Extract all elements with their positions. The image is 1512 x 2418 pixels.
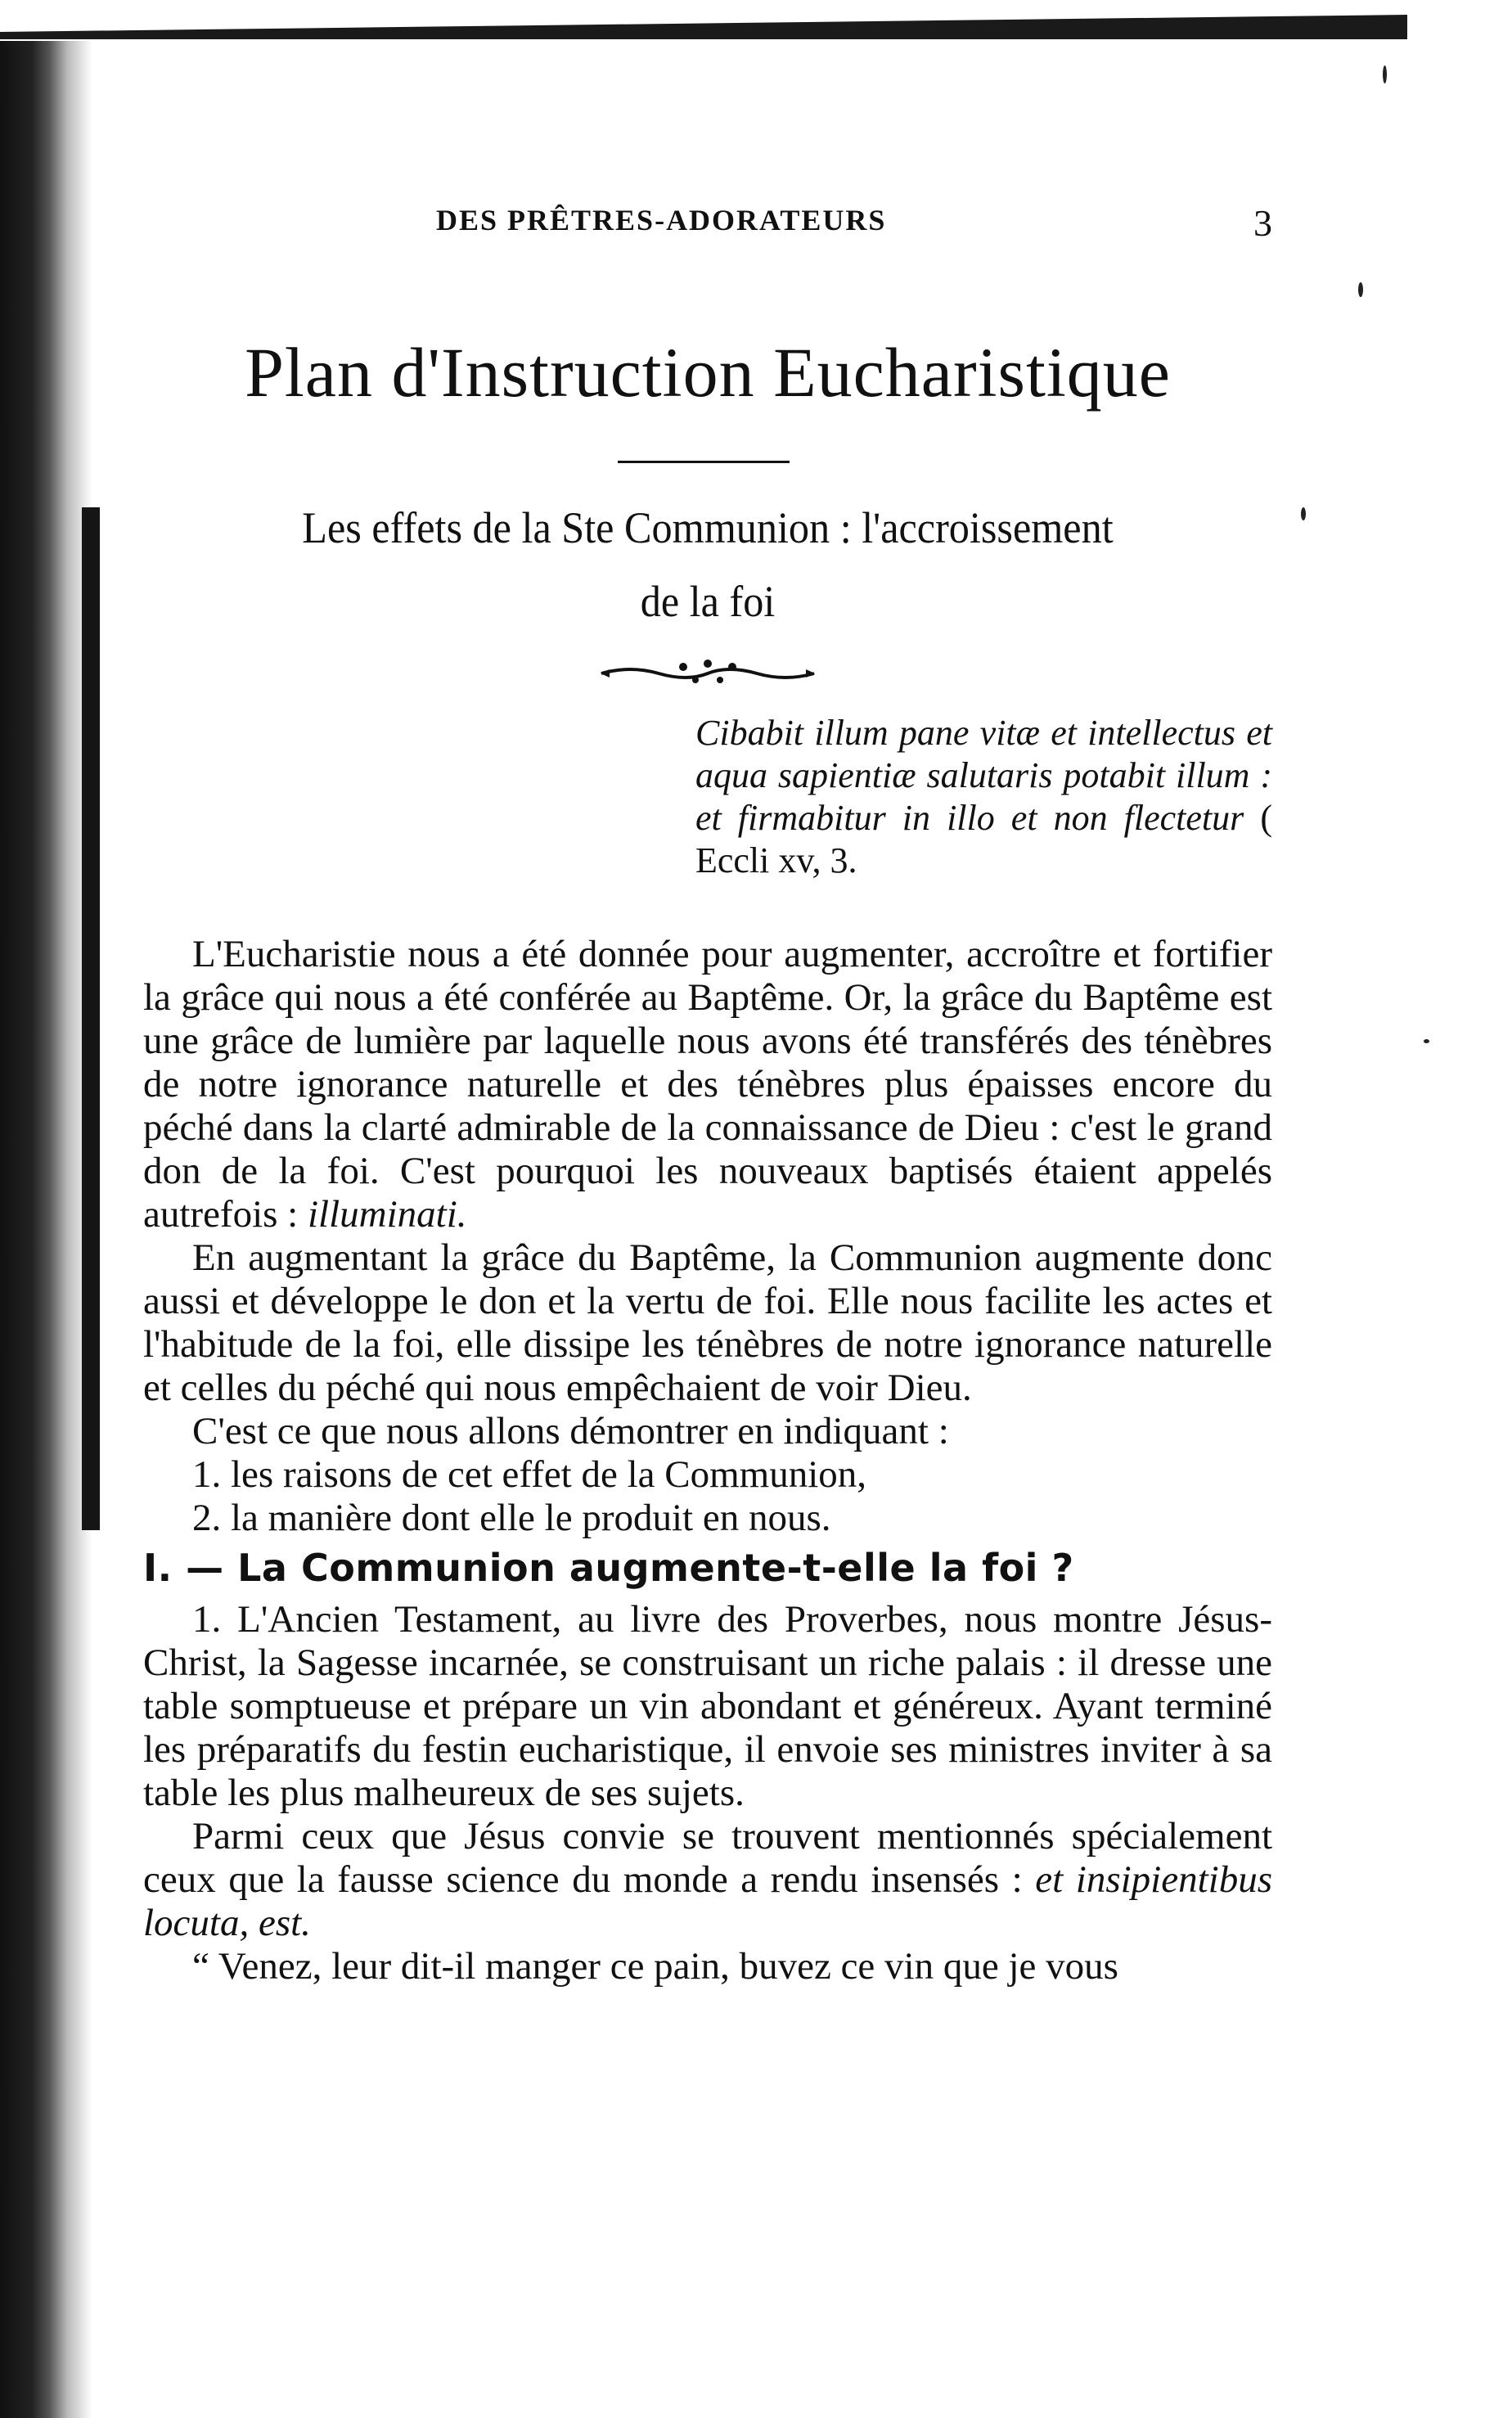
subtitle-line-1: Les effets de la Ste Communion : l'accroissement: [302, 503, 1114, 552]
paragraph-italic: et insipientibus locuta, est.: [143, 1858, 1273, 1944]
page-header: [143, 203, 1272, 252]
scan-speck: [1358, 282, 1363, 297]
scan-left-edge: [0, 41, 123, 2418]
paragraph: “ Venez, leur dit-il manger ce pain, buvez ce vin que je vous: [192, 1945, 1118, 1988]
list-item: 2. la manière dont elle le produit en nous.: [192, 1497, 831, 1539]
paragraph: En augmentant la grâce du Baptême, la Communion augmente donc aussi et développe le don et la vertu de foi. Elle nous facilite les actes et l'habitude de la foi, elle dissipe les ténèbres de notre ignorance naturelle et celles du péché qui nous empêchaient de voir Dieu.: [143, 1236, 1272, 1409]
scan-binding-shadow: [82, 507, 100, 1530]
subtitle: [182, 491, 1232, 638]
list-item: 1. les raisons de cet effet de la Communion,: [192, 1453, 867, 1496]
paragraph-text: L'Eucharistie nous a été donnée pour augmenter, accroître et fortifier la grâce qui nous a été conférée au Baptême. Or, la grâce du Baptême est une grâce de lumière par laquelle nous avons été transférés des ténèbres de notre ignorance naturelle et des ténèbres plus épaisses encore du péché dans la clarté admirable de la connaissance de Dieu : c'est le grand don de la foi. C'est pourquoi les nouveaux baptisés étaient appelés autrefois :: [143, 933, 1272, 1236]
epigraph-reference: ( Eccli xv, 3.: [695, 798, 1273, 880]
subtitle-line-2: de la foi: [640, 577, 776, 626]
scan-speck: [1383, 65, 1387, 83]
epigraph-text: Cibabit illum pane vitæ et intellectus et aqua sapientiæ salutaris potabit illum : et firmabitur in illo et non flectetur: [695, 713, 1272, 838]
paragraph-italic: illuminati.: [308, 1193, 467, 1236]
scan-speck: [1424, 1039, 1429, 1043]
ornament-divider-icon: [597, 657, 818, 690]
scan-speck: [1301, 507, 1306, 520]
paragraph-text: Parmi ceux que Jésus convie se trouvent mentionnés spécialement ceux que la fausse science du monde a rendu insensés :: [143, 1815, 1272, 1901]
running-head: DES PRÊTRES-ADORATEURS: [436, 204, 887, 236]
body-text: [143, 933, 1272, 1988]
title-divider: [618, 461, 790, 463]
book-page: [143, 0, 1272, 2418]
paragraph: C'est ce que nous allons démontrer en indiquant :: [192, 1410, 949, 1452]
paragraph: [143, 933, 1272, 1236]
page-number: 3: [1253, 202, 1272, 244]
paragraph: [143, 1815, 1272, 1945]
epigraph: [695, 712, 1272, 882]
page-title: Plan d'Instruction Eucharistique: [245, 333, 1171, 412]
section-heading: I. — La Communion augmente-t-elle la foi ?: [143, 1546, 1074, 1590]
paragraph: 1. L'Ancien Testament, au livre des Proverbes, nous montre Jésus-Christ, la Sagesse incarnée, se construisant un riche palais : il dresse une table somptueuse et prépare un vin abondant et généreux. Ayant terminé les préparatifs du festin eucharistique, il envoie ses ministres inviter à sa table les plus malheureux de ses sujets.: [143, 1598, 1272, 1814]
